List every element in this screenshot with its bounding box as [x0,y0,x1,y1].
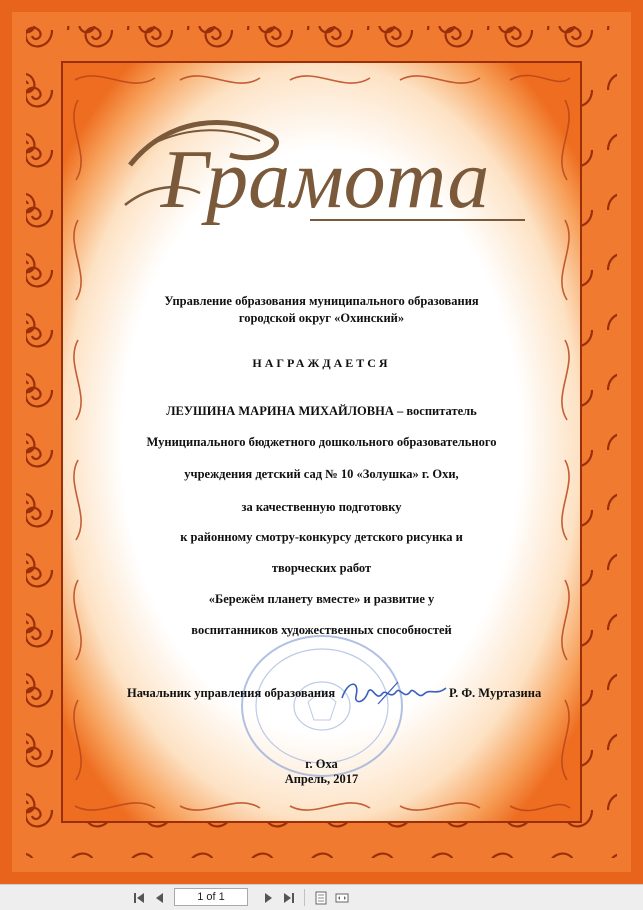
body-line: за качественную подготовку [241,500,402,514]
body-line: «Бережём планету вместе» и развитие у [208,592,435,606]
certificate-title [110,105,540,235]
signatory-title: Начальник управления образования [127,686,336,700]
pdf-navigation-toolbar [0,884,643,910]
body-line: учреждения детский сад № 10 «Золушка» г. Охи, [184,467,459,481]
fit-page-icon[interactable] [313,890,329,906]
issuer-line-2: городской округ «Охинский» [238,311,405,325]
body-line: творческих работ [271,561,372,575]
body-line: Муниципального бюджетного дошкольного образовательного [146,435,497,449]
fit-width-icon[interactable] [334,890,350,906]
page-indicator[interactable]: 1 of 1 [174,888,248,906]
signatory-name: Р. Ф. Муртазина [449,686,542,700]
title-text: Грамота [160,133,490,226]
awarded-heading: НАГРАЖДАЕТСЯ [252,356,391,370]
first-page-icon[interactable] [131,890,147,906]
recipient-line: ЛЕУШИНА МАРИНА МИХАЙЛОВНА – воспитатель [166,404,477,418]
previous-page-icon[interactable] [151,890,167,906]
toolbar-separator [304,889,305,906]
body-line: к районному смотру-конкурсу детского рисунка и [180,530,463,544]
next-page-icon[interactable] [261,890,277,906]
last-page-icon[interactable] [281,890,297,906]
signature [338,674,450,710]
city-label: г. Оха [305,757,338,771]
body-line: воспитанников художественных способностей [191,623,452,637]
issuer-line-1: Управление образования муниципального образования [164,294,479,308]
date-label: Апрель, 2017 [284,772,359,786]
